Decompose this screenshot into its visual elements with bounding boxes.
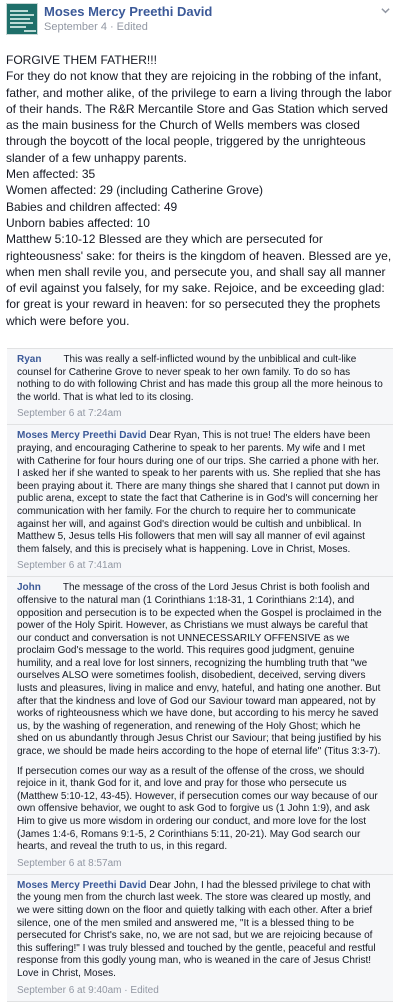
commenter-name[interactable]: John [17, 582, 41, 594]
comment [7, 875, 393, 1002]
post-meta [44, 20, 212, 34]
comment-edited-label[interactable]: · Edited [121, 984, 159, 996]
comment [7, 425, 393, 577]
comment [7, 577, 393, 874]
post-edited-label[interactable]: Edited [116, 21, 148, 33]
scripture-quote: Matthew 5:10-12 Blessed are they which are persecuted for righteousness' sake: for theirs is the kingdom of heaven. Blessed are ye, when men shall revile you, and persecute you, and shall say all manner of evil against you falsely, for my sake. Rejoice, and be exceeding glad: for great is your reward in heaven: for so persecuted they the prophets which were before you. [6, 232, 392, 328]
stat-women: Women affected: 29 (including Catherine Grove) [6, 183, 264, 198]
post-header [0, 0, 400, 46]
comment-text: Dear John, I had the blessed privilege to chat with the young men from the church last week. The store was cleared up mostly, and we were sitting down on the floor and quietly talking with each other. After a brief silence, one of the men smiled and answered me, "It is a blessed thing to be persecuted for Christ's sake, no, we are not sad, but we are rejoicing because of this suffering!" I was truly blessed and touched by the gentle, peaceful and restful response from this godly young man, who is weaned in the care of Jesus Christ! Love in Christ, Moses. [17, 879, 376, 979]
post-date[interactable]: September 4 [44, 21, 107, 33]
comment-body [17, 880, 383, 981]
comment-text: This was really a self-inflicted wound by the unbiblical and cult-like counsel for Catherine Grove to never speak to her own family. To do so has nothing to do with following Christ and has made this group all the more heinous to the world. That is what led to its closing. [17, 354, 383, 403]
comments-section [7, 348, 393, 1002]
chevron-down-icon[interactable] [381, 6, 390, 15]
comment-timestamp[interactable]: September 6 at 7:41am [17, 560, 122, 572]
post-headline: FORGIVE THEM FATHER!!! [6, 53, 157, 67]
author-avatar[interactable] [6, 3, 38, 35]
comment-text: Dear Ryan, This is not true! The elders have been praying, and encouraging Catherine to speak to her parents. My wife and I met with Catherine for four hours during one of our trips. She carried a phone with her. I asked her if she wanted to speak to her parents with us. She replied that she has been praying about it. There are many things she shared that I cannot put down in public arena, except to state the fact that Catherine is in God's will concerning her communication with her family. For the church to require her to communicate against her will, and against God's direction would be cultish and unbiblical. In Matthew 5, Jesus tells His followers that men will say all manner of evil against them falsely, and this is precisely what is happening. Love in Christ, Moses. [17, 430, 381, 555]
comment-time[interactable]: September 6 at 9:40am [17, 984, 122, 996]
commenter-name[interactable]: Moses Mercy Preethi David [17, 430, 147, 442]
meta-separator: · [109, 21, 114, 33]
comment-body [17, 430, 383, 556]
stat-unborn: Unborn babies affected: 10 [6, 215, 150, 230]
comment-text: The message of the cross of the Lord Jesus Christ is both foolish and offensive to the natural man (1 Corinthians 1:18-31, 1 Corinthians 2:14), and opposition and persecution is to be expected when the Gospel is proclaimed in the power of the Holy Spirit. However, as Christians we must always be careful that our conduct and conversation is not UNNECESSARILY OFFENSIVE as we proclaim God's message to the world. This requires good judgment, genuine humility, and a real love for lost sinners, recognizing the humbling truth that "we ourselves ALSO were sometimes foolish, disobedient, deceived, serving divers lusts and pleasures, living in malice and envy, hateful, and hating one another. But after that the kindness and love of God our Saviour toward man appeared, not by works of righteousness which we have done, but according to his mercy he saved us, by the washing of regeneration, and renewing of the Holy Ghost; which he shed on us abundantly through Jesus Christ our Saviour; that being justified by his grace, we should be made heirs according to the hope of eternal life" (Titus 3:3-7). [17, 582, 382, 758]
post-body [0, 46, 400, 329]
comment-timestamp [17, 984, 383, 997]
comment-body [17, 582, 383, 758]
comment-timestamp[interactable]: September 6 at 8:57am [17, 857, 122, 869]
commenter-name[interactable]: Ryan [17, 354, 42, 365]
commenter-name[interactable]: Moses Mercy Preethi David [17, 879, 147, 891]
stat-men: Men affected: 35 [6, 167, 96, 182]
comment-text-paragraph-2: If persecution comes our way as a result of the offense of the cross, we should rejoice in it, thank God for it, and love and pray for those who persecute us (Matthew 5:10-12, 43-45). However, if persecution comes our way because of our own offensive behavior, we ought to ask God to forgive us (1 John 1:9), and ask Him to give us more wisdom in ordering our conduct, and more love for the lost (James 1:4-6, Romans 9:1-5, 2 Corinthians 5:11, 20-21). May God search our hearts, and reveal the truth to us, in this regard. [17, 765, 378, 853]
comment-body [17, 354, 383, 404]
post-author-name[interactable]: Moses Mercy Preethi David [44, 4, 213, 19]
comment-timestamp[interactable]: September 6 at 7:24am [17, 408, 122, 420]
post-paragraph: For they do not know that they are rejoicing in the robbing of the infant, father, and mother alike, of the privilege to earn a living through the labor of their hands. The R&R Mercantile Store and Gas Station which served as the main business for the Church of Wells members was closed through the boycott of the local people, triggered by the unrighteous slander of a few unhappy parents. [6, 69, 392, 165]
stat-children: Babies and children affected: 49 [6, 199, 178, 214]
comment [7, 349, 393, 425]
header-text [44, 4, 212, 34]
